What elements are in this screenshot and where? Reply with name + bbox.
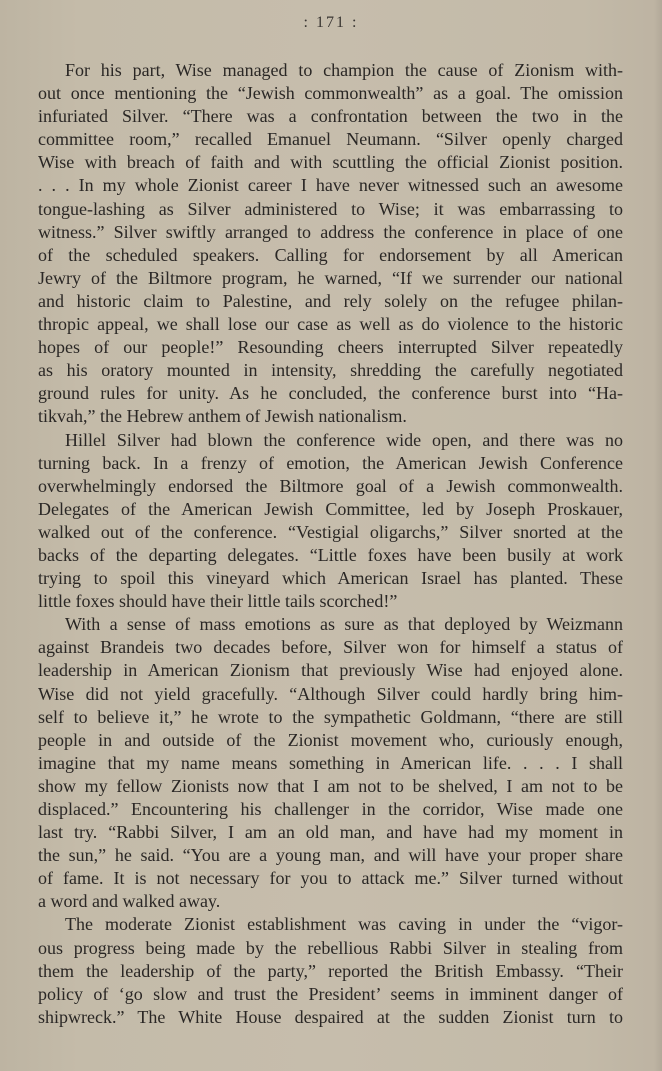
- text-line: ground rules for unity. As he concluded, the conference burst into “Ha-: [38, 383, 623, 404]
- paragraph: [38, 913, 623, 1028]
- text-line: turning back. In a frenzy of emotion, the American Jewish Conference: [38, 452, 623, 473]
- text-line: Hillel Silver had blown the conference wide open, and there was no: [65, 429, 623, 450]
- text-line: infuriated Silver. “There was a confrontation between the two in the: [38, 106, 623, 127]
- paragraph: [38, 429, 623, 614]
- text-line: witness.” Silver swiftly arranged to address the conference in place of one: [38, 221, 623, 242]
- page-number: : 171 :: [303, 14, 359, 31]
- text-line: of fame. It is not necessary for you to attack me.” Silver turned without: [38, 868, 623, 889]
- text-line: hopes of our people!” Resounding cheers interrupted Silver repeatedly: [38, 337, 623, 358]
- paragraph: [38, 59, 623, 429]
- text-line: against Brandeis two decades before, Silver won for himself a status of: [38, 637, 623, 658]
- text-line: leadership in American Zionism that previously Wise had enjoyed alone.: [38, 660, 623, 681]
- text-line: Jewry of the Biltmore program, he warned, “If we surrender our national: [38, 267, 623, 288]
- text-line: show my fellow Zionists now that I am not to be shelved, I am not to be: [38, 775, 623, 796]
- text-line: tongue-lashing as Silver administered to Wise; it was embarrassing to: [38, 198, 623, 219]
- text-line: policy of ‘go slow and trust the President’ seems in imminent danger of: [38, 983, 623, 1004]
- text-line: With a sense of mass emotions as sure as that deployed by Weizmann: [65, 614, 623, 635]
- page-edge-shadow: [654, 0, 662, 1071]
- text-line: Wise with breach of faith and with scuttling the official Zionist position.: [38, 152, 623, 173]
- text-line: as his oratory mounted in intensity, shredding the carefully negotiated: [38, 360, 623, 381]
- text-line: committee room,” recalled Emanuel Neumann. “Silver openly charged: [38, 129, 623, 150]
- text-line: a word and walked away.: [38, 891, 221, 912]
- body-text: [38, 59, 623, 1029]
- text-line: ous progress being made by the rebellious Rabbi Silver in stealing from: [38, 937, 623, 958]
- text-line: shipwreck.” The White House despaired at the sudden Zionist turn to: [38, 1006, 623, 1027]
- text-line: tikvah,” the Hebrew anthem of Jewish nationalism.: [38, 406, 407, 427]
- text-line: displaced.” Encountering his challenger in the corridor, Wise made one: [38, 799, 623, 819]
- text-line: overwhelmingly endorsed the Biltmore goal of a Jewish commonwealth.: [38, 475, 623, 496]
- text-line: walked out of the conference. “Vestigial oligarchs,” Silver snorted at the: [38, 521, 623, 542]
- text-line: people in and outside of the Zionist movement who, curiously enough,: [38, 729, 623, 750]
- paragraph: [38, 613, 623, 913]
- text-line: imagine that my name means something in American life. . . . I shall: [38, 752, 623, 773]
- text-line: little foxes should have their little tails scorched!”: [38, 591, 398, 612]
- text-line: thropic appeal, we shall lose our case as well as do violence to the historic: [38, 314, 623, 335]
- text-line: Delegates of the American Jewish Committee, led by Joseph Proskauer,: [38, 498, 623, 519]
- text-line: them the leadership of the party,” reported the British Embassy. “Their: [38, 960, 623, 981]
- text-line: last try. “Rabbi Silver, I am an old man, and have had my moment in: [38, 822, 623, 843]
- text-line: the sun,” he said. “You are a young man, and will have your proper share: [38, 845, 623, 866]
- text-line: self to believe it,” he wrote to the sympathetic Goldmann, “there are still: [38, 706, 623, 727]
- text-line: The moderate Zionist establishment was caving in under the “vigor-: [65, 914, 623, 935]
- text-line: For his part, Wise managed to champion the cause of Zionism with-: [65, 60, 623, 80]
- text-line: . . . In my whole Zionist career I have never witnessed such an awesome: [38, 175, 623, 196]
- text-line: trying to spoil this vineyard which American Israel has planted. These: [38, 568, 623, 589]
- text-line: of the scheduled speakers. Calling for endorsement by all American: [38, 244, 623, 265]
- text-line: backs of the departing delegates. “Little foxes have been busily at work: [38, 544, 623, 565]
- text-line: Wise did not yield gracefully. “Although Silver could hardly bring him-: [38, 683, 623, 704]
- text-line: out once mentioning the “Jewish commonwealth” as a goal. The omission: [38, 83, 623, 104]
- text-line: and historic claim to Palestine, and rely solely on the refugee philan-: [38, 290, 623, 311]
